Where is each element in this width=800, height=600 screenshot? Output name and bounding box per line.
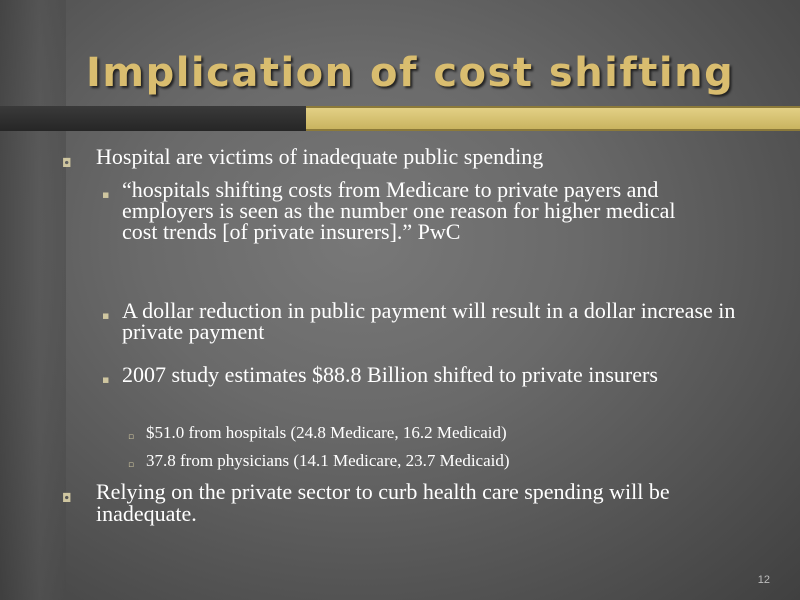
bullet-item [62, 146, 782, 168]
sub-sub-bullet-item [128, 424, 728, 442]
bullet-text: Relying on the private sector to curb health care spending will be inadequate. [96, 479, 670, 526]
sub-sub-bullet-item [128, 452, 728, 470]
square-bullet-icon: ▪ [102, 373, 110, 386]
sub-bullet-text: 2007 study estimates $88.8 Billion shifted to private insurers [122, 362, 658, 387]
sub-sub-bullet-text: 37.8 from physicians (14.1 Medicare, 23.7 Medicaid) [146, 451, 510, 470]
page-number: 12 [757, 574, 770, 586]
sub-bullet-item [102, 179, 702, 242]
slide-title: Implication of cost shifting [86, 50, 735, 96]
square-bullet-icon: ◘ [62, 491, 72, 505]
sub-bullet-item [102, 300, 752, 342]
square-bullet-icon: ▫ [128, 460, 135, 470]
sub-sub-bullet-text: $51.0 from hospitals (24.8 Medicare, 16.2 Medicaid) [146, 423, 507, 442]
square-bullet-icon: ▪ [102, 188, 110, 201]
bullet-item [62, 481, 762, 525]
sub-bullet-item [102, 364, 722, 385]
sub-bullet-text: “hospitals shifting costs from Medicare to private payers and employers is seen as the number one reason for higher medical cost trends [of private insurers].” PwC [122, 177, 676, 244]
square-bullet-icon: ▫ [128, 432, 135, 442]
square-bullet-icon: ▪ [102, 309, 110, 322]
sub-bullet-text: A dollar reduction in public payment will result in a dollar increase in private payment [122, 298, 736, 344]
square-bullet-icon: ◘ [62, 156, 72, 170]
bullet-text: Hospital are victims of inadequate public spending [96, 144, 544, 169]
